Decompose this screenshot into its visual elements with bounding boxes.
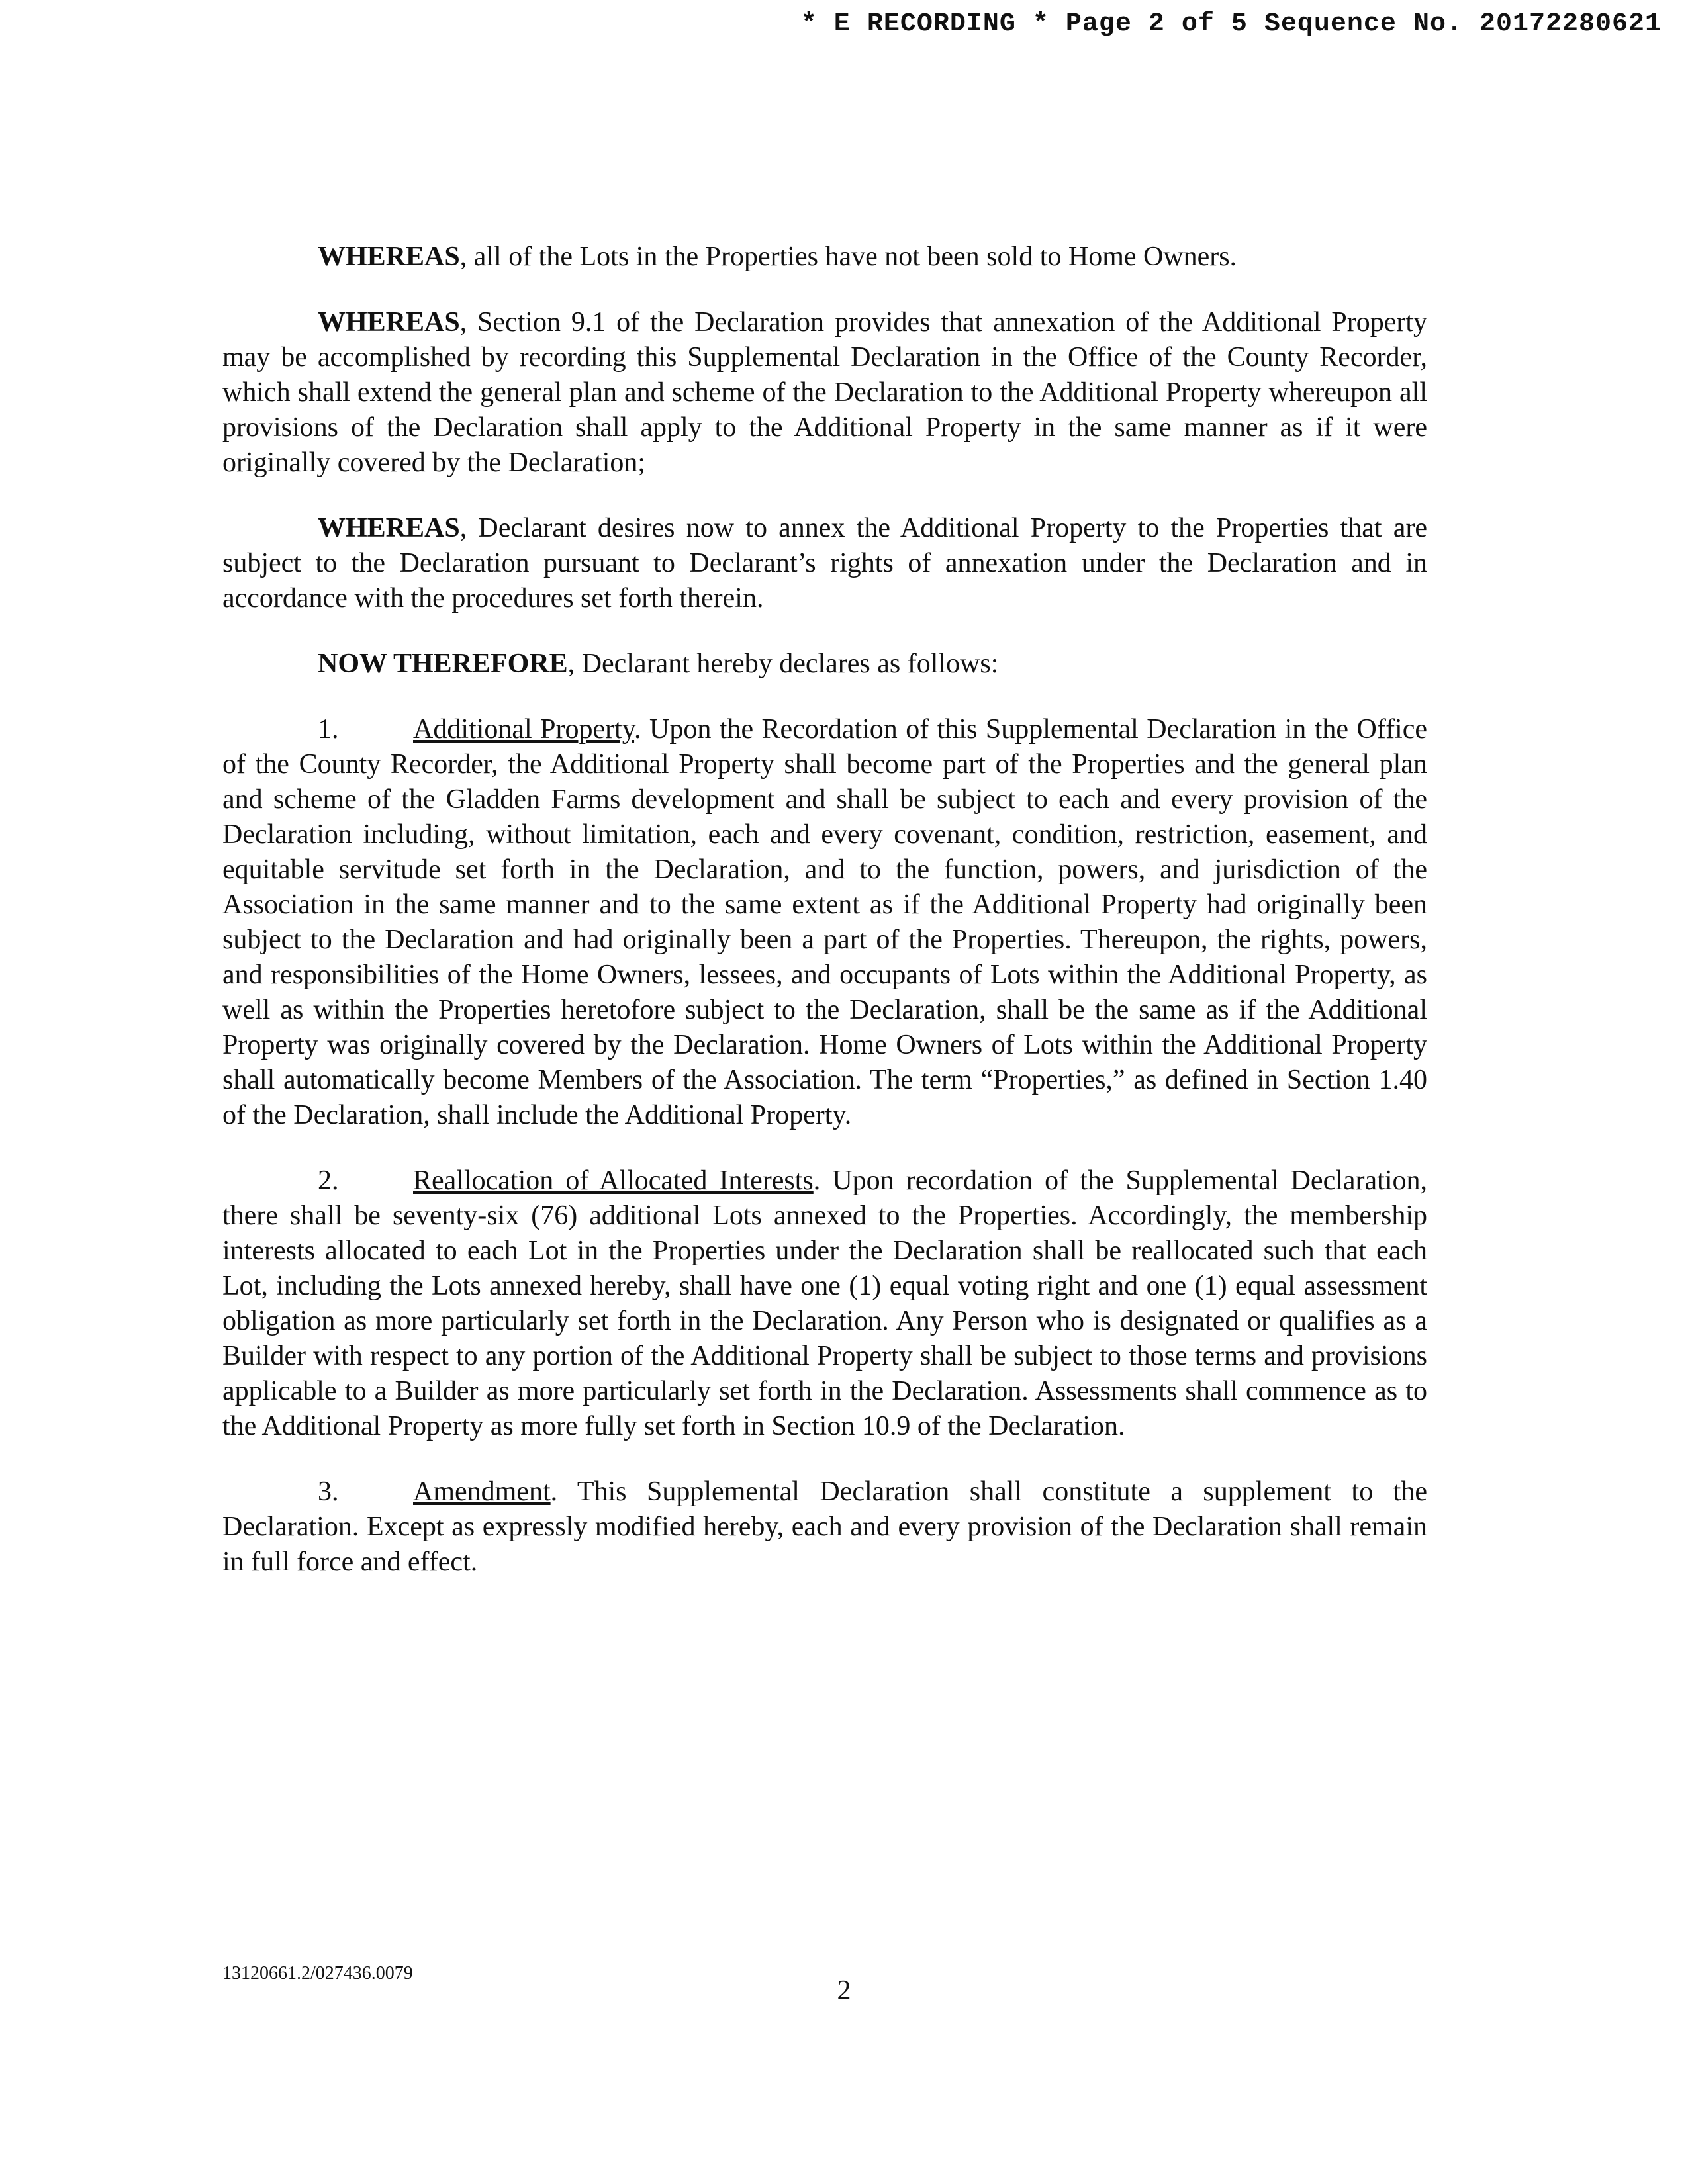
section-text: . Upon recordation of the Supplemental Declaration, there shall be seventy-six (76) additional Lots annexed to the Properties. Accordingly, the membership interests allocated to each Lot in the Properties under the Declaration shall be reallocated such that each Lot, including the Lots annexed hereby, shall have one (1) equal voting right and one (1) equal assessment obligation as more particularly set forth in the Declaration. Any Person who is designated or qualifies as a Builder with respect to any portion of the Additional Property shall be subject to those terms and provisions applicable to a Builder as more particularly set forth in the Declaration. Assessments shall commence as to the Additional Property as more fully set forth in Section 10.9 of the Declaration. — [222, 1165, 1427, 1441]
whereas-paragraph-3 — [222, 511, 1427, 616]
paragraph-text: , Declarant hereby declares as follows: — [567, 649, 999, 679]
section-number: 1. — [318, 714, 339, 745]
paragraph-lead: WHEREAS — [318, 242, 460, 272]
section-text: . Upon the Recordation of this Supplemental Declaration in the Office of the County Recorder, the Additional Property shall become part of the Properties and the general plan and scheme of the Gladden Farms development and shall be subject to each and every provision of the Declaration including, without limitation, each and every covenant, condition, restriction, easement, and equitable servitude set forth in the Declaration, and to the function, powers, and jurisdiction of the Association in the same manner and to the same extent as if the Additional Property had originally been subject to the Declaration and had originally been a part of the Properties. Thereupon, the rights, powers, and responsibilities of the Home Owners, lessees, and occupants of Lots within the Additional Property, as well as within the Properties heretofore subject to the Declaration, shall be the same as if the Additional Property was originally covered by the Declaration. Home Owners of Lots within the Additional Property shall automatically become Members of the Association. The term “Properties,” as defined in Section 1.40 of the Declaration, shall include the Additional Property. — [222, 714, 1428, 1130]
paragraph-lead: WHEREAS — [318, 513, 460, 543]
paragraph-lead: NOW THEREFORE — [318, 649, 568, 679]
section-text: . This Supplemental Declaration shall constitute a supplement to the Declaration. Except as expressly modified hereby, each and every provision of the Declaration shall remain in full force and effect. — [222, 1477, 1427, 1577]
now-therefore-paragraph — [222, 647, 1427, 682]
paragraph-text: , all of the Lots in the Properties have not been sold to Home Owners. — [459, 242, 1237, 272]
document-id: 13120661.2/027436.0079 — [222, 1963, 413, 1983]
whereas-paragraph-2 — [222, 305, 1427, 480]
paragraph-lead: WHEREAS — [318, 307, 460, 338]
section-heading: Amendment — [413, 1477, 551, 1507]
document-body — [222, 240, 1427, 1610]
section-2 — [222, 1163, 1427, 1444]
paragraph-text: , Section 9.1 of the Declaration provides that annexation of the Additional Property may be accomplished by recording this Supplemental Declaration in the Office of the County Recorder, which shall extend the general plan and scheme of the Declaration to the Additional Property whereupon all provisions of the Declaration shall apply to the Additional Property in the same manner as if it were originally covered by the Declaration; — [222, 307, 1427, 478]
section-number: 2. — [318, 1165, 339, 1196]
section-1 — [222, 712, 1427, 1133]
recording-header: * E RECORDING * Page 2 of 5 Sequence No. 20172280621 — [800, 9, 1662, 39]
paragraph-text: , Declarant desires now to annex the Additional Property to the Properties that are subject to the Declaration pursuant to Declarant’s rights of annexation under the Declaration and in accordance with the procedures set forth therein. — [222, 513, 1427, 614]
page-number: 2 — [837, 1976, 851, 2006]
section-heading: Additional Property — [413, 714, 635, 745]
whereas-paragraph-1 — [222, 240, 1427, 275]
section-number: 3. — [318, 1477, 339, 1507]
section-heading: Reallocation of Allocated Interests — [413, 1165, 814, 1196]
section-3 — [222, 1475, 1427, 1580]
